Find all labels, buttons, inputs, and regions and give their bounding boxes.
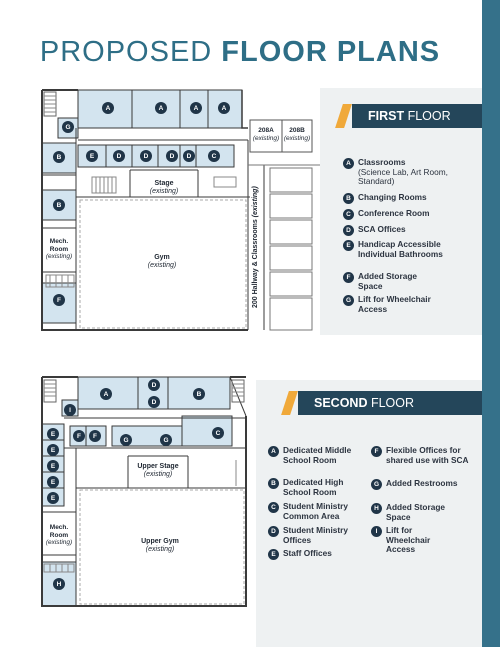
legend-badge: D <box>343 225 354 236</box>
mech-room-label: Mech. Room (existing) <box>45 524 73 546</box>
room-208b-label: 208B (existing) <box>283 127 311 142</box>
legend-badge: E <box>343 240 354 251</box>
legend-badge: F <box>371 446 382 457</box>
marker-badge: F <box>73 430 85 442</box>
legend-item-storage: F Added Storage Space <box>343 272 433 291</box>
stage-label: Stage (existing) <box>149 180 179 195</box>
legend-item-flexible-offices: F Flexible Offices for shared use with SCA <box>371 446 469 465</box>
legend-badge: B <box>268 478 279 489</box>
legend-item-storage-space: H Added Storage Space <box>371 503 469 522</box>
page-title: PROPOSED FLOOR PLANS <box>39 36 441 68</box>
marker-badge: D <box>183 150 195 162</box>
marker-badge: A <box>102 102 114 114</box>
marker-badge: A <box>155 102 167 114</box>
legend-badge: B <box>343 193 354 204</box>
marker-badge: G <box>62 121 74 133</box>
marker-badge: F <box>53 294 65 306</box>
marker-badge: F <box>89 430 101 442</box>
legend-item-lift: G Lift for Wheelchair Access <box>343 295 438 314</box>
hallway-label: 200 Hallway & Classrooms (existing) <box>252 186 259 308</box>
marker-badge: A <box>100 388 112 400</box>
legend-badge: C <box>268 502 279 513</box>
marker-badge: I <box>64 404 76 416</box>
legend-item-middle-school-room: A Dedicated Middle School Room <box>268 446 360 465</box>
marker-badge: D <box>166 150 178 162</box>
upper-stage-label: Upper Stage (existing) <box>137 463 179 478</box>
legend-badge: H <box>371 503 382 514</box>
legend-item-conference-room: C Conference Room <box>343 209 473 220</box>
legend-badge: F <box>343 272 354 283</box>
marker-badge: D <box>148 396 160 408</box>
legend-item-restrooms: G Added Restrooms <box>371 479 469 490</box>
marker-badge: E <box>47 492 59 504</box>
first-floor-banner: FIRST FLOOR <box>352 104 482 128</box>
legend-item-changing-rooms: B Changing Rooms <box>343 193 473 204</box>
legend-badge: E <box>268 549 279 560</box>
legend-badge: C <box>343 209 354 220</box>
upper-gym-label: Upper Gym (existing) <box>141 538 179 553</box>
legend-item-high-school-room: B Dedicated High School Room <box>268 478 360 497</box>
marker-badge: B <box>53 151 65 163</box>
legend-item-wheelchair-lift: I Lift for Wheelchair Access <box>371 526 441 555</box>
marker-badge: H <box>53 578 65 590</box>
marker-badge: B <box>193 388 205 400</box>
legend-badge: D <box>268 526 279 537</box>
legend-item-bathrooms: E Handicap Accessible Individual Bathrooms <box>343 240 459 259</box>
marker-badge: B <box>53 199 65 211</box>
marker-badge: A <box>190 102 202 114</box>
legend-item-sca-offices: D SCA Offices <box>343 225 473 236</box>
mech-room-label: Mech. Room (existing) <box>45 238 73 260</box>
legend-item-ministry-offices: D Student Ministry Offices <box>268 526 360 545</box>
legend-badge: A <box>268 446 279 457</box>
marker-badge: E <box>47 428 59 440</box>
marker-badge: C <box>208 150 220 162</box>
room-208a-label: 208A (existing) <box>252 127 280 142</box>
second-floor-banner: SECOND FLOOR <box>298 391 482 415</box>
legend-item-classrooms: A Classrooms (Science Lab, Art Room, Standard) <box>343 158 473 187</box>
legend-badge: G <box>343 295 354 306</box>
marker-badge: D <box>113 150 125 162</box>
marker-badge: A <box>218 102 230 114</box>
legend-badge: G <box>371 479 382 490</box>
marker-badge: G <box>120 434 132 446</box>
marker-badge: G <box>160 434 172 446</box>
legend-badge: A <box>343 158 354 169</box>
marker-badge: D <box>148 379 160 391</box>
marker-badge: E <box>47 476 59 488</box>
gym-label: Gym (existing) <box>147 254 177 269</box>
legend-item-common-area: C Student Ministry Common Area <box>268 502 360 521</box>
legend-badge: I <box>371 526 382 537</box>
marker-badge: E <box>86 150 98 162</box>
marker-badge: D <box>140 150 152 162</box>
marker-badge: E <box>47 460 59 472</box>
marker-badge: C <box>212 427 224 439</box>
legend-item-staff-offices: E Staff Offices <box>268 549 360 560</box>
marker-badge: E <box>47 444 59 456</box>
